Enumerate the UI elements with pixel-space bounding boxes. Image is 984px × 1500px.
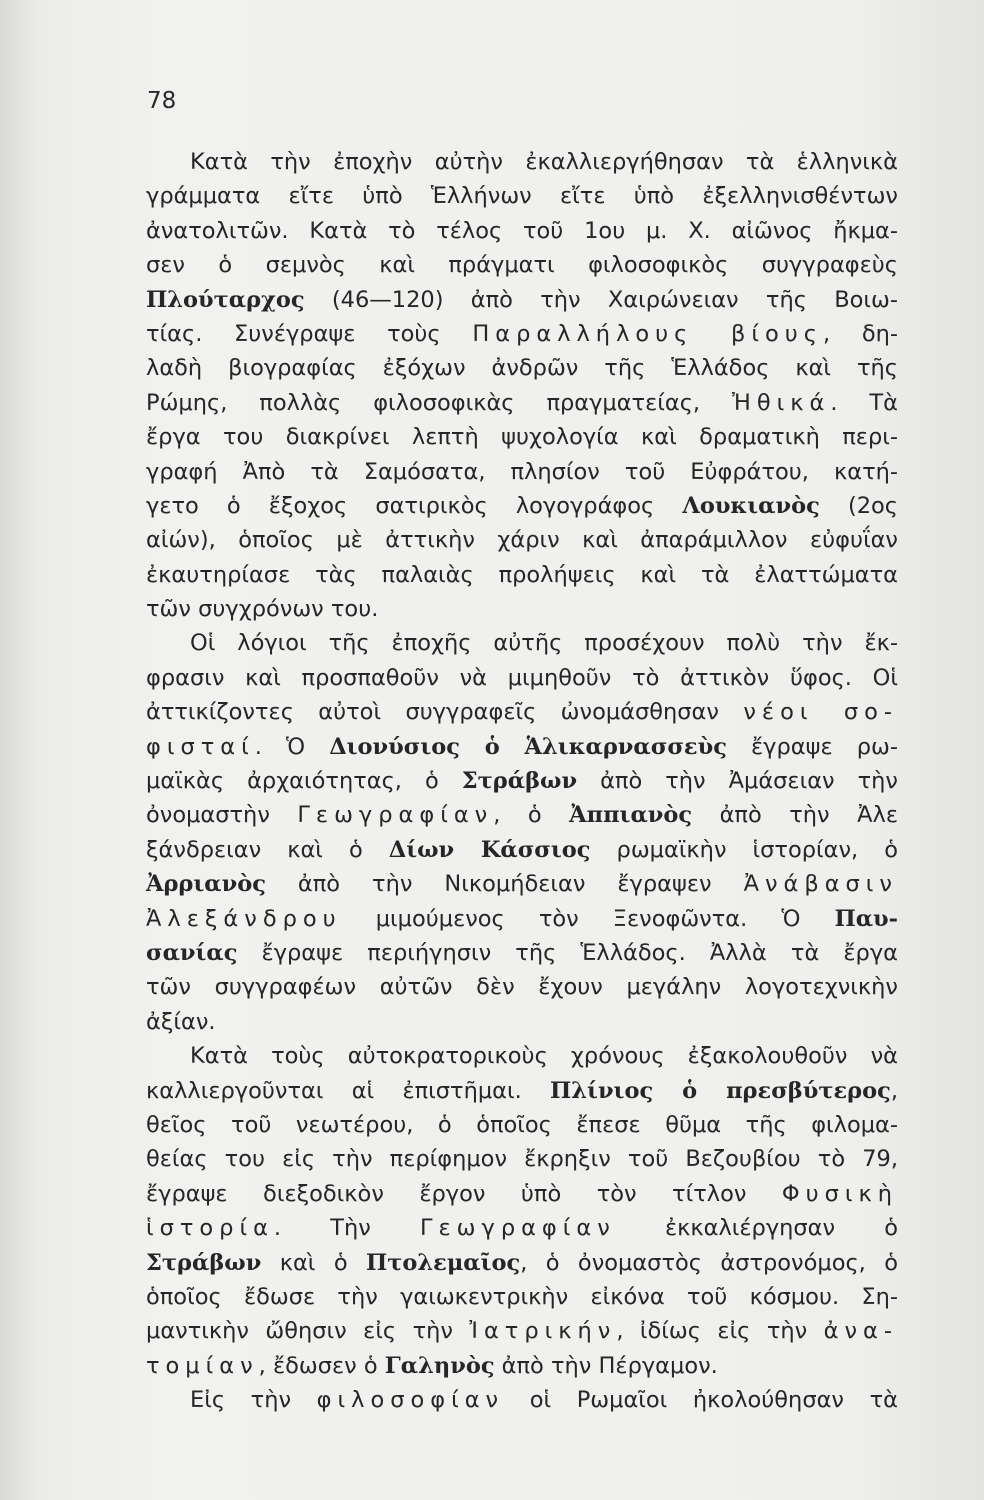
text-line xyxy=(146,1177,898,1211)
text-run: φρασιν καὶ προσπαθοῦν νὰ μιμηθοῦν τὸ ἀττικὸν ὕφος. Οἱ xyxy=(146,664,898,691)
text-line xyxy=(146,455,898,489)
text-run: , ὁ ὀνομαστὸς ἀστρονόμος, ὁ xyxy=(520,1249,898,1276)
text-run: γράμματα εἴτε ὑπὸ Ἑλλήνων εἴτε ὑπὸ ἐξελληνισθέντων xyxy=(146,183,898,210)
text-run: ἔγραψε περιήγησιν τῆς Ἑλλάδος. Ἀλλὰ τὰ ἔργα xyxy=(237,939,898,966)
text-run: μιμούμενος τὸν Ξενοφῶντα. Ὁ xyxy=(341,905,835,932)
text-run: Ρώμης, πολλὰς φιλοσοφικὰς πραγματείας, xyxy=(146,389,733,416)
spaced-title: ἀνα- xyxy=(823,1318,898,1345)
text-run: ἀπὸ τὴν Ἀλε xyxy=(692,802,898,829)
text-line xyxy=(146,523,898,557)
text-run: μαντικὴν ὤθησιν εἰς τὴν xyxy=(146,1318,470,1345)
text-line xyxy=(146,489,898,523)
spaced-title: Γεωγραφίαν xyxy=(419,1215,616,1242)
spaced-title: Γεωγραφίαν xyxy=(297,802,494,829)
text-run: Οἱ λόγιοι τῆς ἐποχῆς αὐτῆς προσέχουν πολὺ τὴν ἔκ- xyxy=(190,630,898,657)
text-run: θείας του εἰς τὴν περίφημον ἔκρηξιν τοῦ Βεζουβίου τὸ 79, xyxy=(146,1146,898,1173)
text-run: , ὁ xyxy=(493,802,570,829)
spaced-title: Ἀνάβασιν xyxy=(743,871,898,898)
text-run: ἀπὸ τὴν Νικομήδειαν ἔγραψεν xyxy=(265,871,744,898)
text-line xyxy=(146,1349,898,1383)
text-run: Κατὰ τὴν ἐποχὴν αὐτὴν ἐκαλλιεργήθησαν τὰ ἑλληνικὰ xyxy=(190,149,898,175)
bold-name: σανίας xyxy=(146,939,238,966)
text-line xyxy=(146,1039,898,1073)
text-line xyxy=(146,592,898,626)
text-run: , xyxy=(890,1077,898,1104)
text-line xyxy=(146,1005,898,1039)
text-line xyxy=(146,1142,898,1176)
text-run: ἔγραψε ρω- xyxy=(726,733,898,760)
bold-name: Πλούταρχος xyxy=(146,286,305,313)
text-run: ἔγραψε διεξοδικὸν ἔργον ὑπὸ τὸν τίτλον xyxy=(146,1180,782,1207)
text-run: ὀνομαστὴν xyxy=(146,802,298,829)
text-run: ἐκαυτηρίασε τὰς παλαιὰς προλήψεις καὶ τὰ ἐλαττώματα xyxy=(146,561,898,588)
text-run: Κατὰ τοὺς αὐτοκρατορικοὺς χρόνους ἐξακολουθοῦν νὰ xyxy=(190,1043,898,1070)
text-line xyxy=(146,179,898,213)
text-run: ἔργα του διακρίνει λεπτὴ ψυχολογία καὶ δραματικὴ περι- xyxy=(146,424,898,451)
text-run: (2ος xyxy=(819,492,899,519)
text-line xyxy=(146,386,898,420)
spaced-title: τομίαν xyxy=(146,1352,259,1379)
text-line xyxy=(146,1211,898,1245)
bold-name: Ἀππιανὸς xyxy=(569,802,693,829)
bold-name: Ἀρριανὸς xyxy=(146,871,266,898)
text-line xyxy=(146,558,898,592)
page-number: 78 xyxy=(147,88,177,114)
spaced-title: ἱστορία xyxy=(146,1215,274,1242)
text-line xyxy=(146,695,898,729)
text-line xyxy=(146,764,898,798)
text-run: λαδὴ βιογραφίας ἐξόχων ἀνδρῶν τῆς Ἑλλάδος καὶ τῆς xyxy=(146,355,898,382)
text-run: (46—120) ἀπὸ τὴν Χαιρώνειαν τῆς Βοιω- xyxy=(304,286,898,313)
text-line xyxy=(146,1280,898,1314)
spaced-title: Παραλλήλους βίους xyxy=(472,320,824,347)
text-run: γετο ὁ ἔξοχος σατιρικὸς λογογράφος xyxy=(146,492,683,519)
text-run: γραφή Ἀπὸ τὰ Σαμόσατα, πλησίον τοῦ Εὐφράτου, κατή- xyxy=(146,458,898,485)
bold-name: Στράβων xyxy=(146,1249,262,1276)
spaced-title: Ἀλεξάνδρου xyxy=(146,905,342,932)
text-run: οἱ Ρωμαῖοι ἠκολούθησαν τὰ xyxy=(504,1387,898,1414)
spaced-title: νέοι σο- xyxy=(743,699,898,726)
text-line xyxy=(146,351,898,385)
spaced-title: Ἠθικά xyxy=(732,389,831,416)
text-run: ξάνδρειαν καὶ ὁ xyxy=(146,836,389,863)
text-line xyxy=(146,626,898,660)
text-run: τῶν συγγραφέων αὐτῶν δὲν ἔχουν μεγάλην λογοτεχνικὴν xyxy=(146,974,898,1001)
text-line xyxy=(146,1246,898,1280)
text-run: καλλιεργοῦνται αἱ ἐπιστῆμαι. xyxy=(146,1077,551,1104)
text-run: . Τὰ xyxy=(830,389,898,416)
text-line xyxy=(146,317,898,351)
text-run: ἀπὸ τὴν Ἀμάσειαν τὴν xyxy=(577,768,898,795)
text-run: καὶ ὁ xyxy=(261,1249,366,1276)
spaced-title: Φυσικὴ xyxy=(781,1180,898,1207)
text-run: τίας. Συνέγραψε τοὺς xyxy=(146,320,473,347)
bold-name: Λουκιανὸς xyxy=(682,492,820,519)
text-line xyxy=(146,1108,898,1142)
text-line xyxy=(146,798,898,832)
text-run: θεῖος τοῦ νεωτέρου, ὁ ὁποῖος ἔπεσε θῦμα τῆς φιλομα- xyxy=(146,1111,898,1138)
bold-name: Διονύσιος ὁ Ἁλικαρνασσεὺς xyxy=(329,733,727,760)
text-line xyxy=(146,902,898,936)
text-run: ἀξίαν. xyxy=(146,1008,216,1035)
text-run: ἐκκαλιέργησαν ὁ xyxy=(615,1215,898,1242)
text-run: ὁποῖος ἔδωσε τὴν γαιωκεντρικὴν εἰκόνα τοῦ κόσμου. Ση- xyxy=(146,1283,898,1310)
text-run: , ἔδωσεν ὁ xyxy=(258,1352,385,1379)
bold-name: Παυ- xyxy=(834,905,898,932)
text-line xyxy=(146,661,898,695)
text-run: ἀττικίζοντες αὐτοὶ συγγραφεῖς ὠνομάσθησαν xyxy=(146,699,744,726)
text-line xyxy=(146,936,898,970)
text-line xyxy=(146,833,898,867)
text-run: . Ὁ xyxy=(254,733,330,760)
text-run: , ἰδίως εἰς τὴν xyxy=(616,1318,824,1345)
bold-name: Πλίνιος ὁ πρεσβύτερος xyxy=(550,1077,891,1104)
text-run: μαϊκὰς ἀρχαιότητας, ὁ xyxy=(146,768,462,795)
text-run: ἀπὸ τὴν Πέργαμον. xyxy=(494,1352,718,1379)
text-run: ρωμαϊκὴν ἱστορίαν, ὁ xyxy=(590,836,898,863)
text-run: , δη- xyxy=(823,320,898,347)
text-run: σεν ὁ σεμνὸς καὶ πράγματι φιλοσοφικὸς συγγραφεὺς xyxy=(146,252,898,279)
text-line xyxy=(146,1074,898,1108)
text-run: Εἰς τὴν xyxy=(190,1387,317,1414)
spaced-title: Ἰατρικήν xyxy=(469,1318,617,1345)
text-line xyxy=(146,1383,898,1417)
text-run: αἰών), ὁποῖος μὲ ἀττικὴν χάριν καὶ ἀπαράμιλλον εὐφυΐαν xyxy=(146,527,898,554)
bold-name: Γαληνὸς xyxy=(384,1352,495,1379)
bold-name: Στράβων xyxy=(461,768,578,795)
text-line xyxy=(146,214,898,248)
text-run: ἀνατολιτῶν. Κατὰ τὸ τέλος τοῦ 1ου μ. Χ. αἰῶνος ἤκμα- xyxy=(146,217,898,244)
bold-name: Δίων Κάσσιος xyxy=(388,836,591,863)
bold-name: Πτολεμαῖος xyxy=(365,1249,521,1276)
text-line xyxy=(146,867,898,901)
text-line xyxy=(146,420,898,454)
text-line xyxy=(146,1314,898,1348)
text-line xyxy=(146,145,898,179)
text-run: τῶν συγχρόνων του. xyxy=(146,596,379,623)
spaced-title: φισταί xyxy=(146,733,255,760)
body-text xyxy=(146,145,898,1417)
text-line xyxy=(146,730,898,764)
text-line xyxy=(146,970,898,1004)
text-run: . Τὴν xyxy=(273,1215,420,1242)
text-line xyxy=(146,283,898,317)
text-line xyxy=(146,248,898,282)
spaced-title: φιλοσοφίαν xyxy=(316,1387,505,1414)
